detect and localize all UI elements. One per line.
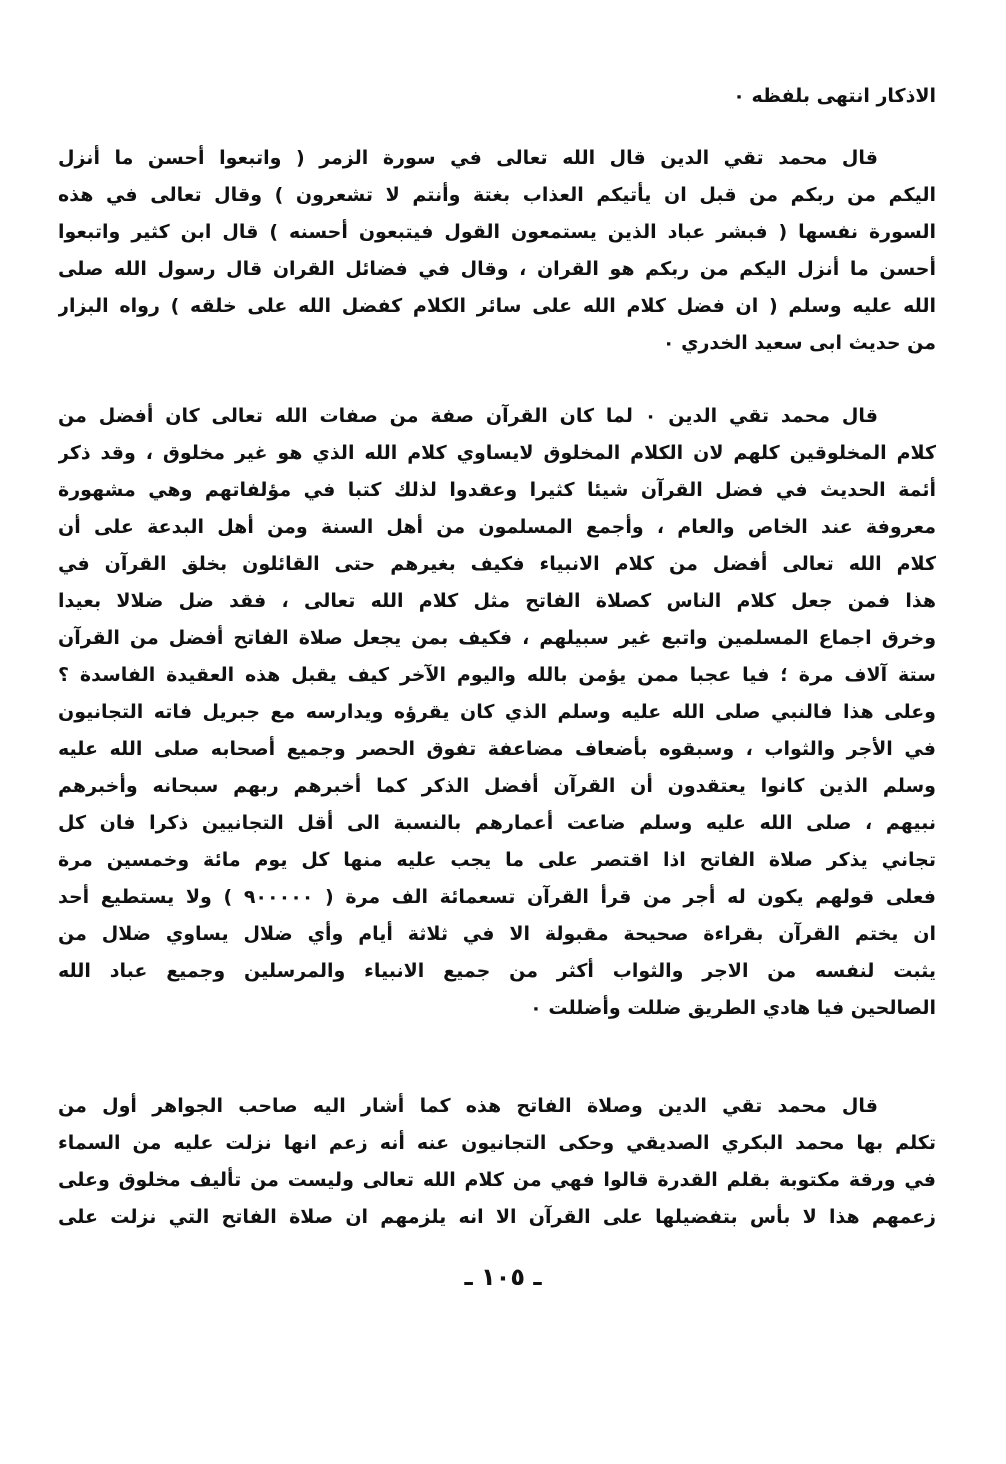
text-line: أحسن ما أنزل اليكم من ربكم هو القران ، وقال في فضائل القران قال رسول الله صلى [58, 258, 936, 280]
paragraph-2 [58, 398, 936, 1027]
text-line: الاذكار انتهى بلفظه ٠ [733, 85, 936, 107]
paragraph-1 [58, 140, 936, 362]
text-line: معروفة عند الخاص والعام ، وأجمع المسلمون من أهل السنة ومن أهل البدعة على أن [58, 516, 936, 538]
text-line: الله عليه وسلم ( ان فضل كلام الله على سائر الكلام كفضل الله على خلقه ) رواه البزار [58, 295, 936, 317]
page-number: ـ ١٠٥ ـ [464, 1263, 542, 1291]
text-line: نبيهم ، صلى الله عليه وسلم ضاعت أعمارهم بالنسبة الى أقل التجانيين ذكرا فان كل [58, 812, 936, 834]
text-line: يثبت لنفسه من الاجر والثواب أكثر من جميع الانبياء والمرسلين وجميع عباد الله [58, 960, 936, 982]
text-line: كلام المخلوقين كلهم لان الكلام المخلوق لايساوي كلام الله الذي هو غير مخلوق ، وقد ذكر [58, 442, 936, 464]
text-line: قال محمد تقي الدين وصلاة الفاتح هذه كما أشار اليه صاحب الجواهر أول من [58, 1095, 878, 1117]
text-line: أئمة الحديث في فضل القرآن شيئا كثيرا وعقدوا لذلك كتبا في مؤلفاتهم وهي مشهورة [58, 479, 936, 501]
text-line: فعلى قولهم يكون له أجر من قرأ القرآن تسعمائة الف مرة ( ٩٠٠٠٠٠ ) ولا يستطيع أحد [58, 886, 936, 908]
text-line: كلام الله تعالى أفضل من كلام الانبياء فكيف بغيرهم حتى القائلون بخلق القرآن في [58, 553, 936, 575]
text-line: من حديث ابى سعيد الخدري ٠ [662, 332, 936, 354]
text-line: في الأجر والثواب ، وسبقوه بأضعاف مضاعفة تفوق الحصر وجميع أصحابه صلى الله عليه [58, 738, 936, 760]
text-line: ستة آلاف مرة ؛ فيا عجبا ممن يؤمن بالله واليوم الآخر كيف يقبل هذه العقيدة الفاسدة ؟ [58, 664, 936, 686]
text-line: وسلم الذين كانوا يعتقدون أن القرآن أفضل الذكر كما أخبرهم ربهم سبحانه وأخبرهم [58, 775, 936, 797]
text-line: ان يختم القرآن بقراءة صحيحة مقبولة الا في ثلاثة أيام وأي ضلال يساوي ضلال من [58, 923, 936, 945]
paragraph-continuation [58, 78, 936, 115]
text-line: تجاني يذكر صلاة الفاتح اذا اقتصر على ما يجب عليه منها كل يوم مائة وخمسين مرة [58, 849, 936, 871]
text-line: السورة نفسها ( فبشر عباد الذين يستمعون القول فيتبعون أحسنه ) قال ابن كثير واتبعوا [58, 221, 936, 243]
text-line: قال محمد تقي الدين ٠ لما كان القرآن صفة من صفات الله تعالى كان أفضل من [58, 405, 878, 427]
text-line: تكلم بها محمد البكري الصديقي وحكى التجانيون عنه أنه زعم انها نزلت عليه من السماء [58, 1132, 936, 1154]
text-line: وعلى هذا فالنبي صلى الله عليه وسلم الذي كان يقرؤه ويدارسه مع جبريل فاته التجانيون [58, 701, 936, 723]
text-line: وخرق اجماع المسلمين واتبع غير سبيلهم ، فكيف بمن يجعل صلاة الفاتح أفضل من القرآن [58, 627, 936, 649]
text-line: هذا فمن جعل كلام الناس كصلاة الفاتح مثل كلام الله تعالى ، فقد ضل ضلالا بعيدا [58, 590, 936, 612]
text-line: الصالحين فيا هادي الطريق ضللت وأضللت ٠ [530, 997, 936, 1019]
text-line: في ورقة مكتوبة بقلم القدرة قالوا فهي من كلام الله تعالى وليست من تأليف مخلوق وعلى [58, 1169, 936, 1191]
text-line: اليكم من ربكم من قبل ان يأتيكم العذاب بغتة وأنتم لا تشعرون ) وقال تعالى في هذه [58, 184, 936, 206]
paragraph-3 [58, 1088, 936, 1236]
text-line: زعمهم هذا لا بأس بتفضيلها على القرآن الا انه يلزمهم ان صلاة الفاتح التي نزلت على [58, 1206, 936, 1228]
text-line: قال محمد تقي الدين قال الله تعالى في سورة الزمر ( واتبعوا أحسن ما أنزل [58, 147, 878, 169]
